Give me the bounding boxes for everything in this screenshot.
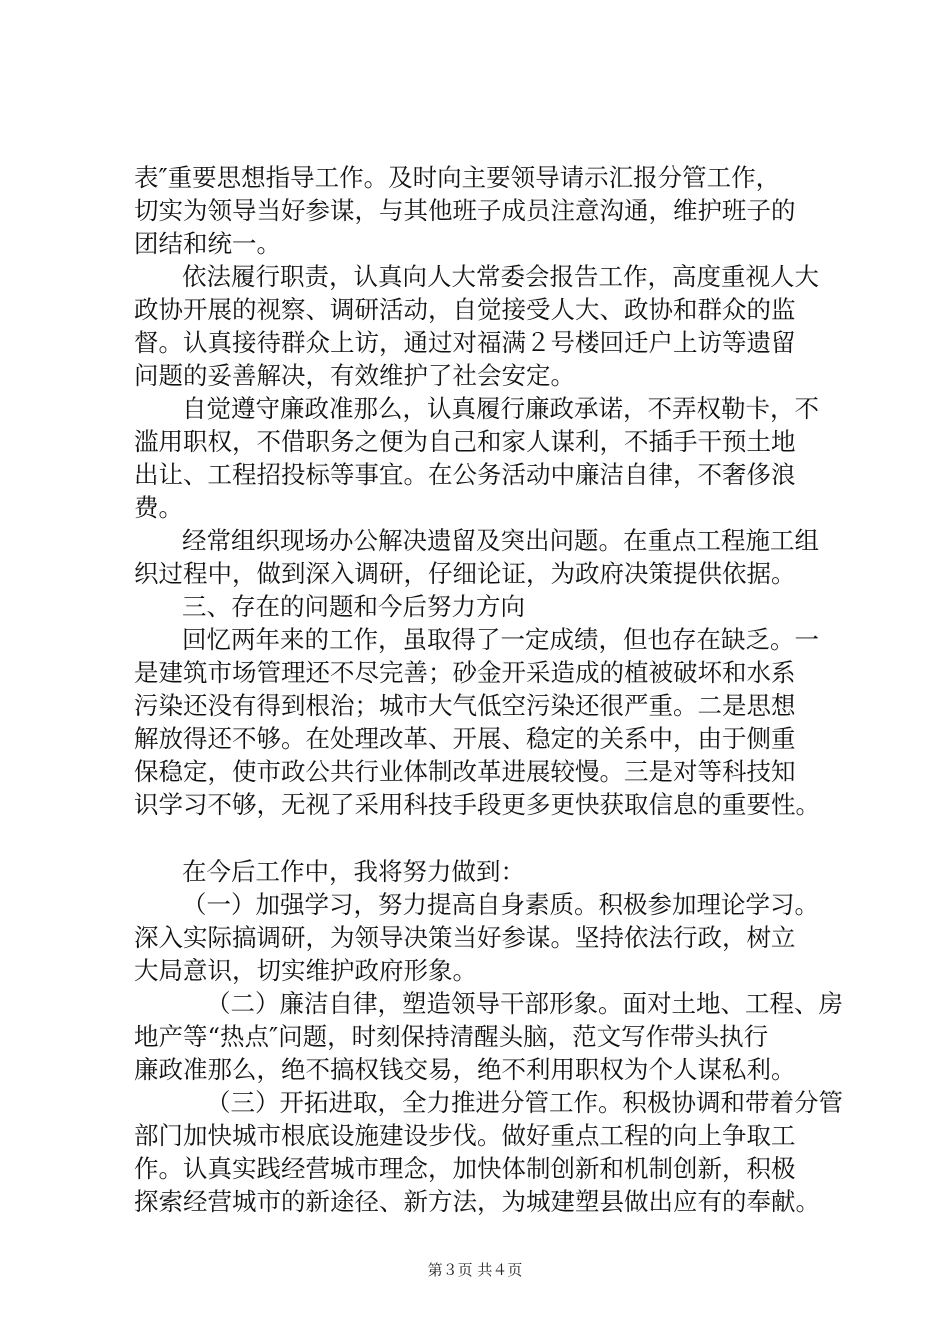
text-line: 团结和统一。 bbox=[134, 229, 281, 258]
text-line: 解放得还不够。在处理改革、开展、稳定的关系中，由于侧重 bbox=[134, 724, 796, 753]
paragraph-gap bbox=[134, 821, 834, 855]
text-line: 污染还没有得到根治；城市大气低空污染还很严重。二是思想 bbox=[134, 691, 796, 720]
paragraph-start-line: 经常组织现场办公解决遗留及突出问题。在重点工程施工组 bbox=[182, 526, 819, 555]
text-line: 问题的妥善解决，有效维护了社会安定。 bbox=[134, 361, 575, 390]
text-line: 保稳定，使市政公共行业体制改革进展较慢。三是对等科技知 bbox=[134, 757, 796, 786]
text-line: 织过程中，做到深入调研，仔细论证，为政府决策提供依据。 bbox=[134, 559, 796, 588]
text-line: 出让、工程招投标等事宜。在公务活动中廉洁自律，不奢侈浪 bbox=[134, 460, 796, 489]
text-line: 是建筑市场管理还不尽完善；砂金开采造成的植被破坏和水系 bbox=[134, 658, 796, 687]
document-body bbox=[134, 161, 843, 1218]
text-line: 切实为领导当好参谋，与其他班子成员注意沟通，维护班子的 bbox=[134, 196, 796, 225]
text-line: 廉政准那么，绝不搞权钱交易，绝不利用职权为个人谋私利。 bbox=[134, 1055, 796, 1084]
list-item-line: （二）廉洁自律，塑造领导干部形象。面对土地、工程、房 bbox=[206, 989, 843, 1018]
text-line: 费。 bbox=[134, 493, 183, 522]
paragraph-start-line: 在今后工作中，我将努力做到： bbox=[182, 857, 525, 886]
text-line: 表″重要思想指导工作。及时向主要领导请示汇报分管工作， bbox=[134, 163, 781, 192]
page-number-footer: 第３页 共４页 bbox=[427, 1261, 523, 1279]
list-item-line: （三）开拓进取，全力推进分管工作。积极协调和带着分管 bbox=[206, 1088, 843, 1117]
text-line: 地产等“热点″问题，时刻保持清醒头脑，范文写作带头执行 bbox=[134, 1022, 769, 1051]
text-line: 滥用职权，不借职务之便为自己和家人谋利，不插手干预土地 bbox=[134, 427, 796, 456]
paragraph-start-line: 自觉遵守廉政准那么，认真履行廉政承诺，不弄权勒卡，不 bbox=[182, 394, 819, 423]
text-line: 部门加快城市根底设施建设步伐。做好重点工程的向上争取工 bbox=[134, 1121, 796, 1150]
section-heading: 三、存在的问题和今后努力方向 bbox=[182, 592, 525, 621]
text-line: 识学习不够，无视了采用科技手段更多更快获取信息的重要性。 bbox=[134, 790, 820, 819]
text-line: 深入实际搞调研，为领导决策当好参谋。坚持依法行政，树立 bbox=[134, 923, 796, 952]
text-line: 探索经营城市的新途径、新方法，为城建塑县做出应有的奉献。 bbox=[134, 1187, 820, 1216]
paragraph-start-line: 回忆两年来的工作，虽取得了一定成绩，但也存在缺乏。一 bbox=[182, 625, 819, 654]
text-line: 政协开展的视察、调研活动，自觉接受人大、政协和群众的监 bbox=[134, 295, 796, 324]
text-line: 督。认真接待群众上访，通过对福满２号楼回迁户上访等遗留 bbox=[134, 328, 796, 357]
list-item-line: （一）加强学习，努力提高自身素质。积极参加理论学习。 bbox=[182, 890, 819, 919]
text-line: 作。认真实践经营城市理念，加快体制创新和机制创新，积极 bbox=[134, 1154, 796, 1183]
paragraph-start-line: 依法履行职责，认真向人大常委会报告工作，高度重视人大 bbox=[182, 262, 819, 291]
text-line: 大局意识，切实维护政府形象。 bbox=[134, 956, 477, 985]
